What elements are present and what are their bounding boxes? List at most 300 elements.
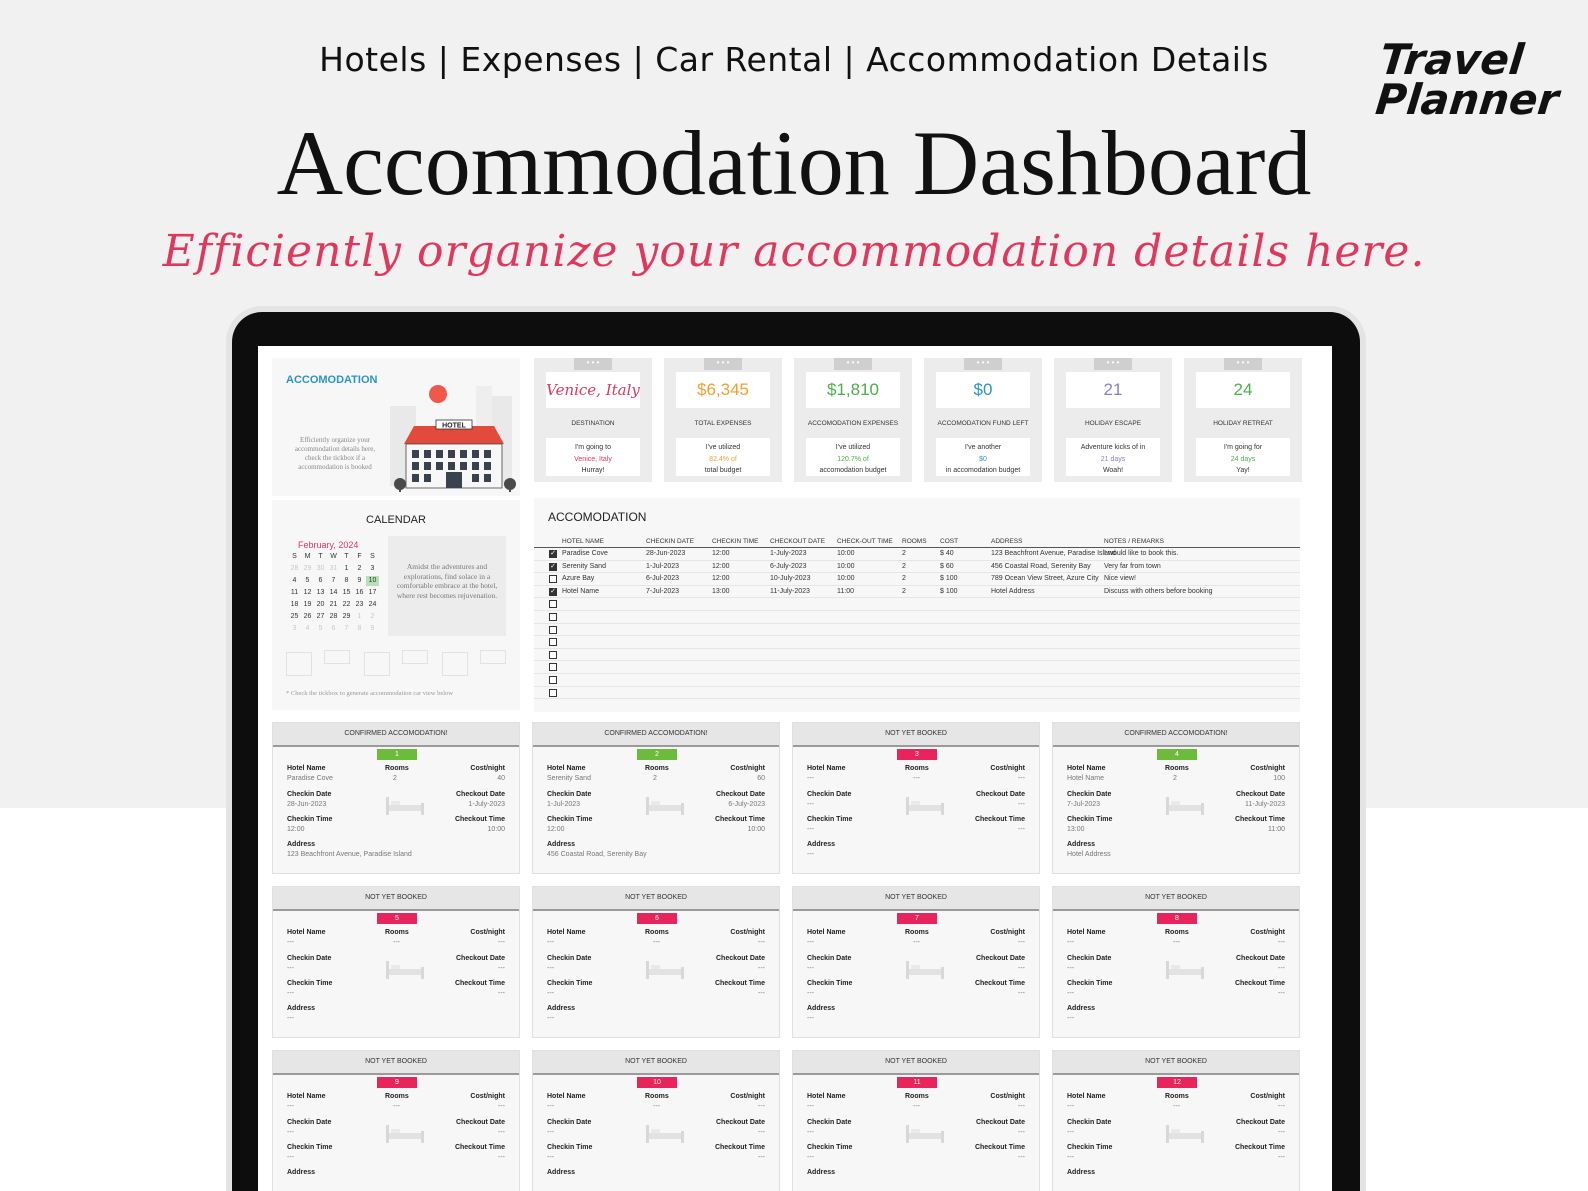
booking-number-badge: 6 — [637, 913, 677, 924]
bed-icon — [645, 957, 685, 981]
label-cost-night: Cost/night — [730, 929, 765, 936]
label-rooms: Rooms — [1165, 1093, 1189, 1100]
calendar-day[interactable]: 16 — [355, 589, 364, 596]
value-checkin-time: --- — [807, 990, 814, 997]
table-cell: Hotel Address — [991, 587, 1035, 595]
stat-note-line3: Woah! — [1102, 467, 1124, 474]
label-checkin-time: Checkin Time — [1067, 816, 1113, 823]
calendar-day[interactable]: 22 — [342, 601, 351, 608]
label-address: Address — [1067, 841, 1096, 848]
label-address: Address — [547, 1169, 576, 1176]
table-cell: 789 Ocean View Street, Azure City — [991, 575, 1099, 583]
calendar-box — [364, 652, 390, 676]
calendar-day[interactable]: 18 — [290, 601, 299, 608]
booked-checkbox[interactable]: ✓ — [550, 562, 556, 570]
label-checkin-date: Checkin Date — [547, 1119, 592, 1126]
label-checkin-time: Checkin Time — [287, 816, 333, 823]
booked-checkbox[interactable] — [549, 676, 557, 684]
booked-checkbox[interactable] — [549, 663, 557, 671]
value-hotel-name: --- — [807, 1103, 814, 1110]
label-checkout-time: Checkout Time — [454, 980, 505, 987]
table-cell: $ 100 — [940, 587, 958, 595]
bed-icon — [1165, 1121, 1205, 1145]
stat-note-line1: Adventure kicks of in — [1080, 444, 1146, 451]
stat-value: 21 — [1066, 372, 1160, 408]
booked-checkbox[interactable] — [549, 638, 557, 646]
table-cell: Azure Bay — [562, 575, 595, 583]
calendar-day[interactable]: 13 — [316, 589, 325, 596]
booked-checkbox[interactable] — [549, 600, 557, 608]
calendar-day[interactable]: 2 — [370, 613, 375, 620]
label-checkout-time: Checkout Time — [1234, 980, 1285, 987]
calendar-day[interactable]: 2 — [357, 565, 362, 572]
calendar-day[interactable]: 4 — [292, 577, 297, 584]
booked-checkbox[interactable] — [549, 575, 557, 583]
calendar-card — [272, 500, 520, 710]
calendar-day[interactable]: 4 — [305, 625, 310, 632]
calendar-day[interactable]: 26 — [303, 613, 312, 620]
table-cell: $ 40 — [940, 550, 954, 557]
calendar-day[interactable]: 29 — [303, 565, 312, 572]
calendar-day[interactable]: 7 — [344, 625, 349, 632]
table-row — [534, 598, 1300, 611]
table-header-cell: CHECKOUT DATE — [770, 538, 826, 545]
value-checkout-time: --- — [1018, 826, 1025, 833]
value-checkin-time: --- — [1067, 1154, 1074, 1161]
label-checkout-time: Checkout Time — [974, 980, 1025, 987]
table-cell: Discuss with others before booking — [1104, 587, 1213, 595]
label-checkin-time: Checkin Time — [1067, 1144, 1113, 1151]
label-checkin-time: Checkin Time — [1067, 980, 1113, 987]
stat-tab: • • • — [964, 358, 1002, 370]
booking-status: NOT YET BOOKED — [1053, 887, 1299, 911]
booked-checkbox[interactable]: ✓ — [550, 550, 556, 557]
value-hotel-name: --- — [547, 1103, 554, 1110]
label-address: Address — [287, 841, 316, 848]
booking-status: CONFIRMED ACCOMODATION! — [533, 723, 779, 747]
value-checkin-date: --- — [1067, 1129, 1074, 1136]
label-checkin-date: Checkin Date — [1067, 955, 1112, 962]
value-cost: --- — [758, 1103, 765, 1110]
value-checkin-date: --- — [807, 1129, 814, 1136]
value-address: --- — [547, 1015, 554, 1022]
label-checkout-date: Checkout Date — [455, 1119, 505, 1126]
value-rooms: 2 — [1173, 775, 1177, 782]
calendar-day[interactable]: 17 — [368, 589, 377, 596]
calendar-day[interactable]: 14 — [329, 589, 338, 596]
calendar-weekday: F — [357, 553, 362, 560]
stat-note-line3: Yay! — [1236, 467, 1250, 474]
value-checkin-date: 7-Jul-2023 — [1067, 801, 1101, 808]
value-cost: --- — [498, 1103, 505, 1110]
label-hotel-name: Hotel Name — [807, 765, 846, 772]
label-checkin-date: Checkin Date — [287, 1119, 332, 1126]
value-address: --- — [807, 851, 814, 858]
calendar-day[interactable]: 30 — [316, 565, 325, 572]
stat-note-line3: total budget — [704, 467, 742, 474]
label-checkout-date: Checkout Date — [455, 791, 505, 798]
stat-tab: • • • — [1094, 358, 1132, 370]
stat-note-line2: Venice, Italy — [574, 455, 612, 463]
value-checkout-time: 11:00 — [1268, 826, 1285, 833]
label-address: Address — [287, 1169, 316, 1176]
bed-icon — [645, 1121, 685, 1145]
label-checkin-date: Checkin Date — [807, 955, 852, 962]
stat-caption: TOTAL EXPENSES — [694, 420, 752, 427]
stat-tab: • • • — [1224, 358, 1262, 370]
stat-note-line2: 82.4% of — [709, 455, 737, 463]
booking-status: NOT YET BOOKED — [273, 1051, 519, 1075]
table-cell: 10-July-2023 — [770, 575, 811, 583]
stat-note-line2: 24 days — [1230, 455, 1256, 463]
label-checkin-date: Checkin Date — [1067, 1119, 1112, 1126]
table-row — [534, 636, 1300, 649]
value-checkin-date: --- — [1067, 965, 1074, 972]
table-cell: 2 — [902, 550, 906, 557]
table-cell: Serenity Sand — [562, 562, 606, 570]
calendar-day[interactable]: 24 — [368, 601, 377, 608]
table-row — [534, 624, 1300, 637]
bed-icon — [905, 957, 945, 981]
calendar-day[interactable]: 28 — [290, 565, 299, 572]
accommodation-label: ACCOMODATION — [286, 374, 378, 386]
table-header-cell: CHECK-OUT TIME — [837, 538, 893, 545]
calendar-weekday: S — [370, 553, 375, 560]
booking-card — [792, 722, 1040, 874]
booking-number-badge: 12 — [1157, 1077, 1197, 1088]
label-cost-night: Cost/night — [990, 929, 1025, 936]
stat-note — [676, 438, 770, 476]
calendar-day[interactable]: 25 — [290, 613, 299, 620]
stat-note-line1: I've utilized — [705, 444, 741, 451]
value-hotel-name: --- — [807, 775, 814, 782]
value-checkout-time: --- — [1018, 990, 1025, 997]
booking-status: NOT YET BOOKED — [793, 887, 1039, 911]
table-cell: Very far from town — [1104, 562, 1161, 570]
label-checkout-time: Checkout Time — [1234, 1144, 1285, 1151]
table-row — [534, 674, 1300, 687]
booked-checkbox[interactable] — [549, 613, 557, 621]
value-checkin-date: --- — [547, 965, 554, 972]
booking-number-badge: 8 — [1157, 913, 1197, 924]
value-hotel-name: --- — [1067, 939, 1074, 946]
label-checkout-time: Checkout Time — [714, 1144, 765, 1151]
bed-icon — [385, 793, 425, 817]
table-cell: 12:00 — [712, 562, 730, 570]
calendar-day[interactable]: 8 — [344, 577, 349, 584]
booking-number-badge: 9 — [377, 1077, 417, 1088]
stat-tab: • • • — [834, 358, 872, 370]
value-address: Hotel Address — [1067, 851, 1111, 858]
table-cell: Hotel Name — [562, 587, 599, 595]
table-cell: 10:00 — [837, 575, 855, 583]
label-rooms: Rooms — [645, 765, 669, 772]
table-header-cell: ROOMS — [902, 538, 927, 545]
calendar-box — [402, 650, 428, 664]
stat-tab: • • • — [704, 358, 742, 370]
laptop-frame — [232, 312, 1360, 1191]
calendar-day[interactable]: 12 — [303, 589, 312, 596]
calendar-day[interactable]: 20 — [316, 601, 325, 608]
calendar-day[interactable]: 9 — [357, 577, 362, 584]
value-checkin-time: --- — [547, 990, 554, 997]
calendar-day[interactable]: 5 — [305, 577, 310, 584]
booking-card — [1052, 722, 1300, 874]
label-checkin-date: Checkin Date — [287, 791, 332, 798]
stat-note — [1066, 438, 1160, 476]
label-checkout-date: Checkout Date — [715, 791, 765, 798]
label-address: Address — [1067, 1169, 1096, 1176]
table-cell: 7-Jul-2023 — [646, 587, 680, 595]
stat-note-line3: Hurray! — [581, 467, 605, 474]
label-rooms: Rooms — [1165, 929, 1189, 936]
label-checkin-time: Checkin Time — [807, 1144, 853, 1151]
table-cell: 2 — [902, 575, 906, 583]
value-checkout-time: --- — [1278, 1154, 1285, 1161]
table-cell: Paradise Cove — [562, 550, 608, 557]
value-checkout-date: --- — [1018, 965, 1025, 972]
table-cell: 12:00 — [712, 575, 730, 583]
value-rooms: --- — [1173, 939, 1180, 946]
booking-card — [272, 886, 520, 1038]
label-address: Address — [547, 1005, 576, 1012]
stat-note-line1: I've utilized — [835, 444, 871, 451]
label-hotel-name: Hotel Name — [1067, 929, 1106, 936]
booking-number-badge: 10 — [637, 1077, 677, 1088]
stat-value: 24 — [1196, 372, 1290, 408]
label-checkin-time: Checkin Time — [287, 980, 333, 987]
label-checkout-time: Checkout Time — [974, 816, 1025, 823]
table-row — [534, 548, 1300, 561]
calendar-month: February, 2024 — [298, 540, 359, 550]
bed-icon — [905, 793, 945, 817]
calendar-day[interactable]: 31 — [329, 565, 338, 572]
table-cell: 11-July-2023 — [770, 587, 810, 595]
calendar-day[interactable]: 11 — [290, 589, 299, 596]
label-hotel-name: Hotel Name — [1067, 765, 1106, 772]
booking-status: NOT YET BOOKED — [533, 887, 779, 911]
value-hotel-name: --- — [807, 939, 814, 946]
calendar-weekday: T — [318, 553, 323, 560]
label-rooms: Rooms — [905, 765, 929, 772]
calendar-day[interactable]: 29 — [342, 613, 351, 620]
value-checkout-time: --- — [1018, 1154, 1025, 1161]
booked-checkbox[interactable] — [549, 651, 557, 659]
table-row — [534, 611, 1300, 624]
value-checkin-date: --- — [807, 965, 814, 972]
booking-number-badge: 7 — [897, 913, 937, 924]
value-rooms: --- — [913, 775, 920, 782]
label-checkin-date: Checkin Date — [287, 955, 332, 962]
accommodation-description: Efficiently organize your accommodation details here, check the tickbox if a accommodation is booked — [294, 436, 376, 471]
booking-number-badge: 4 — [1157, 749, 1197, 760]
accommodation-table — [534, 536, 1300, 699]
value-rooms: --- — [393, 1103, 400, 1110]
label-hotel-name: Hotel Name — [547, 765, 586, 772]
label-cost-night: Cost/night — [990, 765, 1025, 772]
label-checkin-date: Checkin Date — [547, 791, 592, 798]
calendar-day[interactable]: 7 — [331, 577, 336, 584]
calendar-day[interactable]: 1 — [344, 565, 349, 572]
calendar-day[interactable]: 23 — [355, 601, 364, 608]
label-cost-night: Cost/night — [1250, 1093, 1285, 1100]
calendar-day[interactable]: 19 — [303, 601, 312, 608]
label-rooms: Rooms — [905, 1093, 929, 1100]
label-checkout-date: Checkout Date — [975, 791, 1025, 798]
booking-status: CONFIRMED ACCOMODATION! — [273, 723, 519, 747]
calendar-day[interactable]: 6 — [331, 625, 336, 632]
value-cost: 100 — [1273, 775, 1285, 782]
value-checkout-date: 1-July-2023 — [468, 801, 505, 808]
stat-card — [794, 358, 912, 482]
table-cell: 10:00 — [837, 562, 855, 570]
stat-note — [546, 438, 640, 476]
bed-icon — [385, 957, 425, 981]
label-checkout-date: Checkout Date — [975, 955, 1025, 962]
label-checkout-date: Checkout Date — [1235, 955, 1285, 962]
calendar-day[interactable]: 9 — [370, 625, 375, 632]
value-address: --- — [807, 1015, 814, 1022]
value-checkout-date: --- — [1278, 965, 1285, 972]
stat-caption: ACCOMODATION EXPENSES — [807, 420, 899, 427]
calendar-title: CALENDAR — [366, 514, 426, 526]
table-header-row — [534, 536, 1300, 548]
value-checkout-date: --- — [498, 965, 505, 972]
value-cost: --- — [1278, 939, 1285, 946]
stat-note — [806, 438, 900, 476]
value-rooms: --- — [393, 939, 400, 946]
value-address: --- — [1067, 1015, 1074, 1022]
value-checkin-date: --- — [547, 1129, 554, 1136]
label-rooms: Rooms — [385, 765, 409, 772]
table-cell: 11:00 — [837, 587, 854, 595]
calendar-boxes — [286, 650, 508, 676]
calendar-day[interactable]: 1 — [357, 613, 362, 620]
label-rooms: Rooms — [385, 929, 409, 936]
booked-checkbox[interactable] — [549, 689, 557, 697]
booking-status: NOT YET BOOKED — [793, 1051, 1039, 1075]
brand-line-2: Planner — [1373, 75, 1562, 124]
stat-caption: HOLIDAY ESCAPE — [1084, 420, 1142, 427]
table-cell: 123 Beachfront Avenue, Paradise Island — [991, 550, 1116, 557]
label-address: Address — [807, 1005, 836, 1012]
hotel-sign: HOTEL — [442, 422, 466, 430]
stat-value: $1,810 — [806, 372, 900, 408]
booking-card — [792, 886, 1040, 1038]
value-checkout-time: 10:00 — [747, 826, 765, 833]
table-row — [534, 649, 1300, 662]
booking-number-badge: 11 — [897, 1077, 937, 1088]
value-rooms: --- — [913, 1103, 920, 1110]
label-address: Address — [287, 1005, 316, 1012]
table-header-cell: CHECKIN DATE — [646, 538, 694, 545]
booking-card — [532, 722, 780, 874]
value-cost: --- — [1018, 1103, 1025, 1110]
calendar-day[interactable]: 6 — [318, 577, 323, 584]
calendar-day[interactable]: 3 — [370, 565, 375, 572]
label-cost-night: Cost/night — [470, 765, 505, 772]
stat-value: $0 — [936, 372, 1030, 408]
booking-card — [532, 886, 780, 1038]
dashboard-screen — [258, 346, 1332, 1191]
value-checkout-time: --- — [758, 990, 765, 997]
label-address: Address — [1067, 1005, 1096, 1012]
label-checkout-date: Checkout Date — [975, 1119, 1025, 1126]
value-checkout-time: --- — [498, 1154, 505, 1161]
booking-card — [1052, 1050, 1300, 1191]
booked-checkbox[interactable] — [549, 626, 557, 634]
booking-number-badge: 3 — [897, 749, 937, 760]
value-cost: 40 — [497, 775, 505, 782]
calendar-box — [442, 652, 468, 676]
value-checkin-time: 12:00 — [547, 826, 565, 833]
brand-line-1: Travel — [1377, 35, 1527, 84]
label-hotel-name: Hotel Name — [547, 929, 586, 936]
booked-checkbox[interactable]: ✓ — [550, 587, 556, 595]
label-checkin-date: Checkin Date — [1067, 791, 1112, 798]
calendar-day[interactable]: 10 — [366, 576, 379, 586]
table-cell: I would like to book this. — [1104, 550, 1179, 557]
value-address: --- — [287, 1015, 294, 1022]
value-hotel-name: Paradise Cove — [287, 775, 333, 782]
bed-icon — [905, 1121, 945, 1145]
label-rooms: Rooms — [1165, 765, 1189, 772]
value-checkin-time: --- — [287, 1154, 294, 1161]
label-checkin-time: Checkin Time — [287, 1144, 333, 1151]
table-cell: 1-July-2023 — [770, 550, 807, 557]
calendar-day[interactable]: 28 — [329, 613, 338, 620]
table-header-cell: CHECKIN TIME — [712, 538, 759, 545]
table-cell: 456 Coastal Road, Serenity Bay — [991, 562, 1091, 570]
calendar-day[interactable]: 21 — [329, 601, 338, 608]
booking-number-badge: 5 — [377, 913, 417, 924]
value-checkin-time: --- — [547, 1154, 554, 1161]
stat-note-line1: I'm going for — [1223, 444, 1263, 451]
value-checkin-date: 28-Jun-2023 — [287, 801, 327, 808]
calendar-day[interactable]: 27 — [316, 613, 325, 620]
calendar-day[interactable]: 15 — [342, 589, 351, 596]
table-cell: 12:00 — [712, 550, 730, 557]
label-cost-night: Cost/night — [1250, 765, 1285, 772]
value-checkin-time: --- — [287, 990, 294, 997]
stat-caption: ACCOMODATION FUND LEFT — [937, 420, 1029, 427]
label-checkout-date: Checkout Date — [1235, 791, 1285, 798]
value-rooms: --- — [653, 939, 660, 946]
booking-card — [272, 722, 520, 874]
hotel-illustration-icon — [390, 366, 520, 494]
value-rooms: 2 — [653, 775, 657, 782]
label-checkin-time: Checkin Time — [547, 1144, 593, 1151]
calendar-day[interactable]: 5 — [318, 625, 323, 632]
table-cell: $ 100 — [940, 575, 958, 583]
table-header-cell: ADDRESS — [991, 538, 1023, 545]
value-checkout-date: 11-July-2023 — [1245, 801, 1285, 808]
table-row — [534, 561, 1300, 574]
value-checkin-time: --- — [1067, 990, 1074, 997]
calendar-box — [286, 652, 312, 676]
page-subtitle: Efficiently organize your accommodation details here. — [162, 226, 1426, 277]
calendar-day[interactable]: 3 — [292, 625, 297, 632]
calendar-box — [480, 650, 506, 664]
calendar-footnote: * Check the tickbox to generate accommodation car view below — [286, 690, 453, 697]
calendar-day[interactable]: 8 — [357, 625, 362, 632]
stat-card — [1054, 358, 1172, 482]
label-hotel-name: Hotel Name — [807, 929, 846, 936]
label-cost-night: Cost/night — [1250, 929, 1285, 936]
booking-status: NOT YET BOOKED — [533, 1051, 779, 1075]
table-row — [534, 687, 1300, 700]
value-hotel-name: Serenity Sand — [547, 775, 591, 782]
